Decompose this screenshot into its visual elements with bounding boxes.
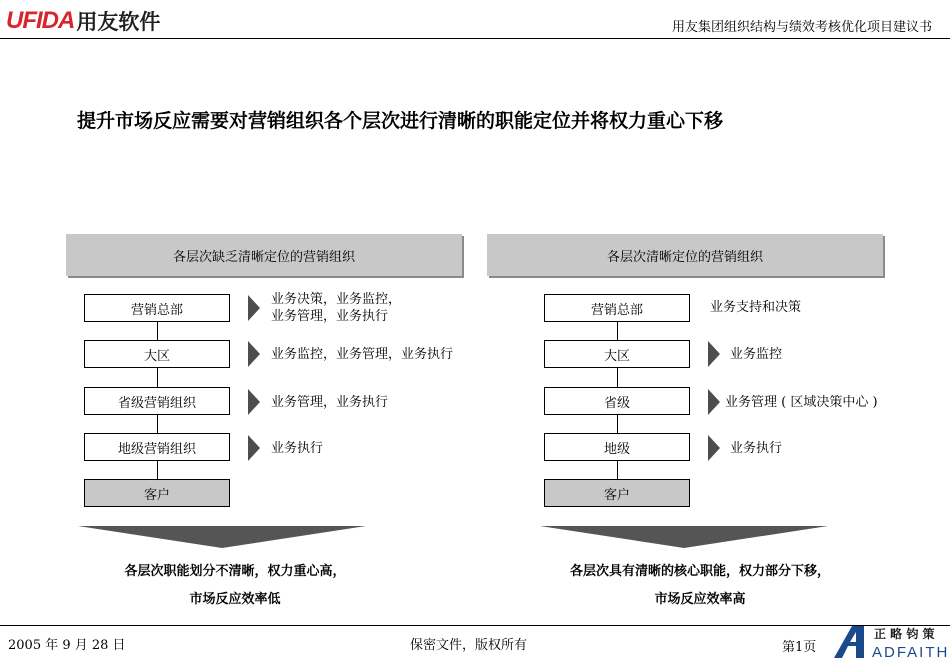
right-level-customer: 客户 — [544, 479, 690, 507]
right-arrow-2-icon — [708, 341, 720, 367]
left-level-province: 省级营销组织 — [84, 387, 230, 415]
right-conclusion-line2: 市场反应效率高 — [654, 592, 746, 607]
left-level-hq: 营销总部 — [84, 294, 230, 322]
left-desc-region: 业务监控，业务管理，业务执行 — [271, 347, 454, 362]
right-conclusion — [460, 558, 940, 614]
left-level-customer: 客户 — [84, 479, 230, 507]
footer-date: 2005 年 9 月 28 日 — [8, 638, 126, 653]
right-desc-prefecture: 业务执行 — [730, 441, 783, 456]
left-desc-hq-line1: 业务决策，业务监控， — [271, 292, 402, 307]
logo-en-text: ADFAITH — [872, 644, 950, 658]
header-title: 用友集团组织结构与绩效考核优化项目建议书 — [671, 20, 932, 35]
right-panel-header: 各层次清晰定位的营销组织 — [487, 234, 883, 276]
right-level-region: 大区 — [544, 340, 690, 368]
left-arrow-1-icon — [248, 295, 260, 321]
left-arrow-4-icon — [248, 435, 260, 461]
right-arrow-4-icon — [708, 435, 720, 461]
logo-text-en: UFIDA — [6, 7, 75, 34]
left-desc-prefecture: 业务执行 — [271, 441, 324, 456]
left-desc-province: 业务管理，业务执行 — [271, 395, 389, 410]
page-title: 提升市场反应需要对营销组织各个层次进行清晰的职能定位并将权力重心下移 — [77, 110, 724, 132]
header-divider — [0, 38, 950, 39]
right-desc-region: 业务监控 — [730, 347, 783, 362]
page-number: 第1页 — [782, 640, 817, 655]
footer-confidential: 保密文件，版权所有 — [410, 638, 528, 653]
logo-cn-text: 正 略 钧 策 — [874, 627, 935, 641]
left-down-chevron-icon — [78, 526, 366, 548]
left-conclusion — [0, 558, 470, 614]
left-desc-hq — [271, 291, 401, 325]
adfaith-logo-mark — [834, 626, 864, 658]
left-level-region: 大区 — [84, 340, 230, 368]
right-desc-hq: 业务支持和决策 — [710, 300, 802, 315]
right-down-chevron-icon — [540, 526, 828, 548]
right-desc-province: 业务管理 ( 区域决策中心 ) — [725, 395, 878, 410]
logo-text-cn: 用友软件 — [76, 10, 161, 34]
ufida-logo — [6, 8, 160, 34]
left-conclusion-line2: 市场反应效率低 — [189, 592, 281, 607]
adfaith-logo — [830, 624, 950, 658]
left-conclusion-line1: 各层次职能划分不清晰，权力重心高， — [124, 564, 346, 579]
left-desc-hq-line2: 业务管理，业务执行 — [271, 309, 389, 324]
right-arrow-3-icon — [708, 389, 720, 415]
left-arrow-3-icon — [248, 389, 260, 415]
right-level-prefecture: 地级 — [544, 433, 690, 461]
footer-divider — [0, 625, 950, 626]
right-level-hq: 营销总部 — [544, 294, 690, 322]
left-panel-header: 各层次缺乏清晰定位的营销组织 — [66, 234, 462, 276]
right-level-province: 省级 — [544, 387, 690, 415]
left-arrow-2-icon — [248, 341, 260, 367]
left-level-prefecture: 地级营销组织 — [84, 433, 230, 461]
right-conclusion-line1: 各层次具有清晰的核心职能，权力部分下移， — [569, 564, 830, 579]
